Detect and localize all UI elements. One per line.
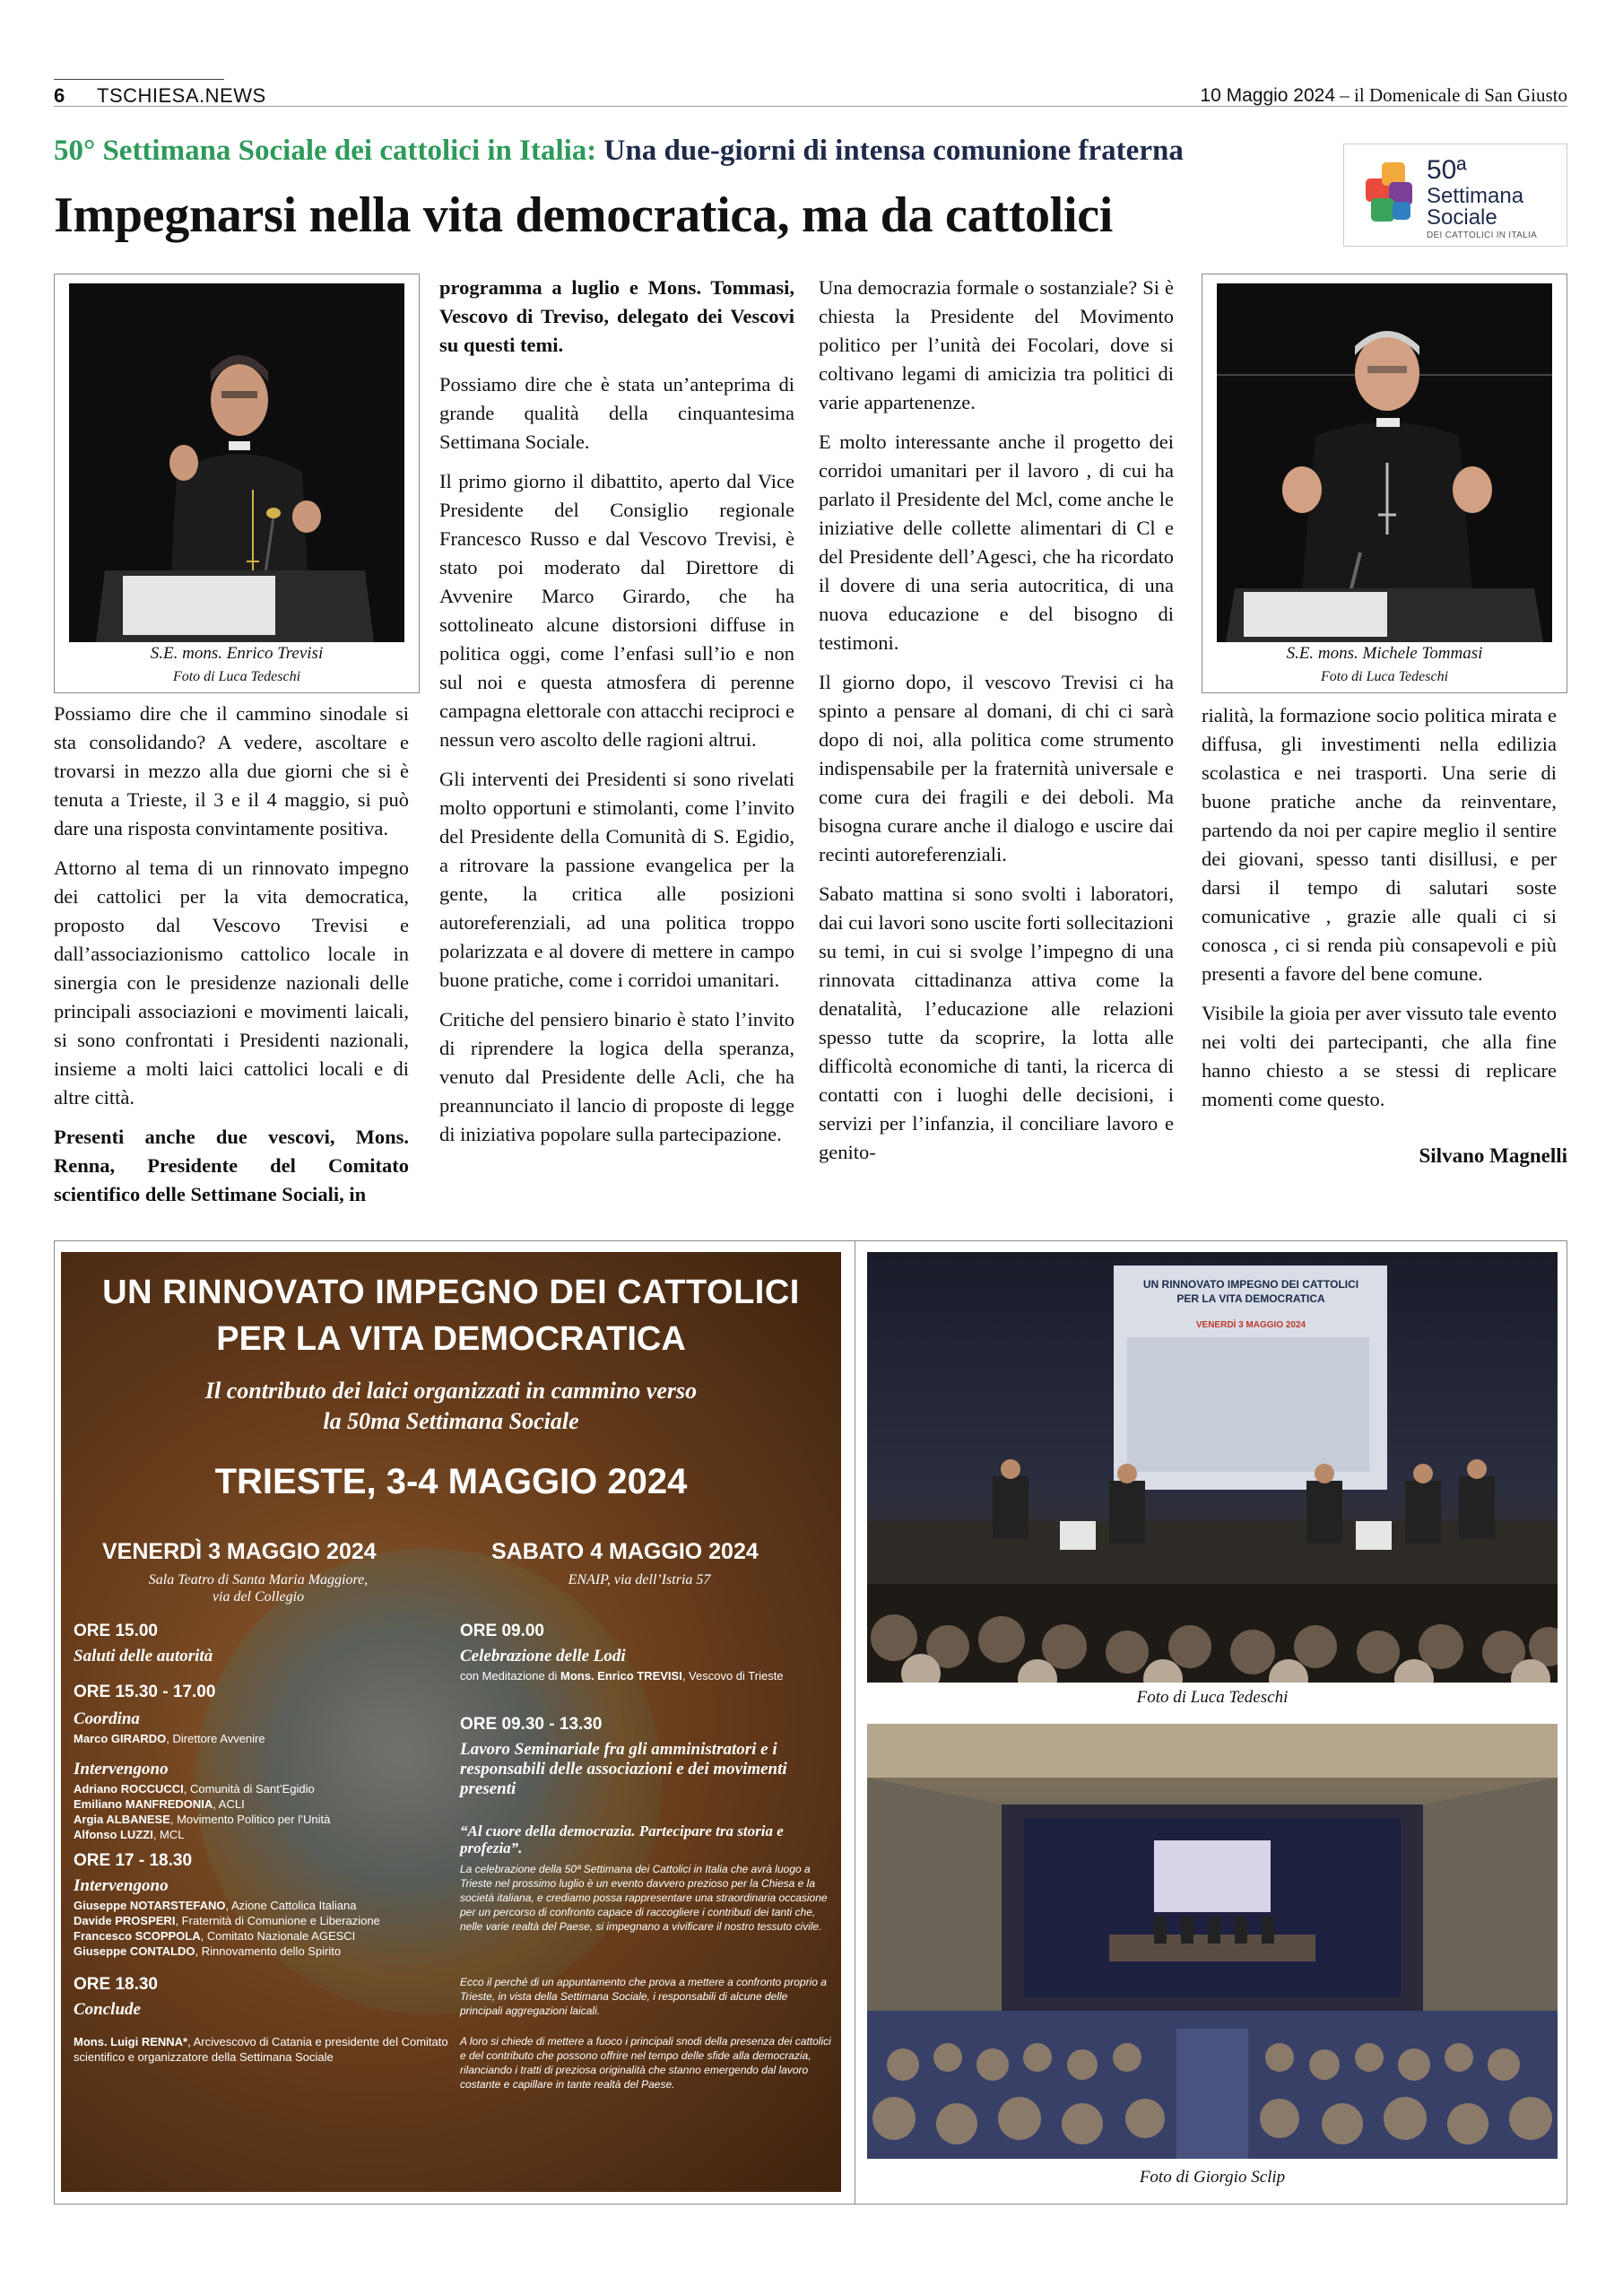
speaker-row — [74, 1898, 459, 1913]
poster-title-1: UN RINNOVATO IMPEGNO DEI CATTOLICI — [102, 1274, 800, 1311]
day1-venue-2: via del Collegio — [212, 1589, 305, 1605]
page-number: 6 — [54, 84, 65, 107]
day2-time-2: ORE 09.30 - 13.30 — [460, 1715, 603, 1734]
speaker-role: , Movimento Politico per l’Unità — [169, 1813, 331, 1826]
article-column-1 — [54, 700, 409, 1220]
kicker-subject: Una due-giorni di intensa comunione fraterna — [603, 135, 1184, 167]
col2-para-bold: programma a luglio e Mons. Tommasi, Vescovo di Treviso, delegato dei Vescovi su questi temi. — [439, 276, 794, 356]
speaker-name: Davide PROSPERI — [74, 1914, 176, 1927]
speaker-name: Emiliano MANFREDONIA — [74, 1797, 213, 1811]
col1-para-bold: Presenti anche due vescovi, Mons. Renna, Presidente del Comitato scientifico delle Settimane Sociali, in — [54, 1126, 409, 1205]
col2-para-3: Gli interventi dei Presidenti si sono rivelati molto opportuni e stimolanti, come l’invito del Presidente della Comunità di S. Egidio, a ritrovare la passione evangelica per la gente, la critica alle posizioni autoreferenziali, ad una politica troppo polarizzata e al dovere di mettere in campo buone pratiche, come i corridoi umanitari. — [439, 768, 794, 991]
poster-subtitle-2: la 50ma Settimana Sociale — [323, 1408, 579, 1434]
day1-venue — [97, 1571, 420, 1605]
date-text: 10 Maggio 2024 — [1200, 85, 1336, 106]
caption-tommasi: S.E. mons. Michele Tommasi — [1286, 644, 1483, 663]
article-kicker — [54, 135, 1184, 168]
col4-para-2: Visibile la gioia per aver vissuto tale evento nei volti dei partecipanti, che alla fine hanno chiesto a se stessi di replicare momenti come questo. — [1202, 1002, 1557, 1110]
conference-stage-image — [867, 1252, 1558, 1683]
header-top-rule — [54, 79, 224, 80]
photo-conference-stage — [867, 1252, 1558, 1683]
day2-quote-title: “Al cuore della democrazia. Partecipare tra storia e profezia”. — [460, 1822, 784, 1857]
header-rule — [54, 106, 1567, 107]
article-headline: Impegnarsi nella vita democratica, ma da cattolici — [54, 187, 1114, 243]
day1-conclusion — [74, 2034, 450, 2065]
credit-hall-1: Foto di Luca Tedeschi — [1136, 1688, 1289, 1707]
speaker-role: , Comunità di Sant’Egidio — [183, 1782, 315, 1796]
day1-coord-label: Coordina — [74, 1709, 140, 1728]
speaker-role: , ACLI — [213, 1797, 245, 1811]
poster-subtitle-1: Il contributo dei laici organizzati in cammino verso — [204, 1378, 698, 1404]
meditation-name: Mons. Enrico TREVISI — [560, 1669, 682, 1683]
day2-seminar: Lavoro Seminariale fra gli amministratori e i responsabili delle associazioni e dei movimenti presenti — [460, 1740, 787, 1798]
article-column-2 — [439, 274, 794, 1160]
article-column-4 — [1202, 701, 1557, 1125]
event-poster — [61, 1252, 841, 2192]
speaker-role: , MCL — [152, 1828, 185, 1841]
bishop-speaking-image — [69, 283, 404, 642]
logo-tile-blue — [1393, 202, 1410, 220]
speaker-row — [74, 1827, 432, 1842]
meditation-pre: con Meditazione di — [460, 1669, 561, 1683]
day1-time-3: ORE 17 - 18.30 — [74, 1851, 193, 1870]
col2-para-4: Critiche del pensiero binario è stato l’invito di riprendere la logica della speranza, venuto dal Presidente delle Acli, che ha preannunciato il lancio di proposte di legge di iniziativa popolare sulla partecipazione. — [439, 1008, 794, 1145]
col3-para-1: Una democrazia formale o sostanziale? Si è chiesta la Presidente del Movimento politico per l’unità dei Focolari, dove si coltivano legami di amicizia tra politici di varie appartenenze. — [819, 276, 1174, 413]
lower-section — [54, 1240, 1567, 2205]
photo-trevisi — [69, 283, 404, 642]
day1-venue-1: Sala Teatro di Santa Maria Maggiore, — [148, 1572, 369, 1587]
day1-time-1: ORE 15.00 — [74, 1622, 158, 1640]
screen-text-3: VENERDÌ 3 MAGGIO 2024 — [1195, 1320, 1306, 1330]
speaker-role: , Azione Cattolica Italiana — [225, 1899, 357, 1912]
col3-para-3: Il giorno dopo, il vescovo Trevisi ci ha spinto a pensare al domani, di chi ci sarà dopo di noi, alla politica come strumento indispensabile per la fraternità universale e come cura dei fragili e dei deboli. Ma bisogna curare anche il dialogo e uscire dai recinti autoreferenziali. — [819, 671, 1174, 865]
speaker-row — [74, 1913, 459, 1928]
logo-line3: DEI CATTOLICI IN ITALIA — [1427, 230, 1538, 240]
credit-tommasi: Foto di Luca Tedeschi — [1320, 669, 1449, 684]
col4-para-1: rialità, la formazione socio politica mirata e diffusa, gli investimenti nella edilizia scolastica e nei trasporti. Una serie di buone pratiche anche da reinventare, partendo da noi per capire meglio il sentire dei giovani, spesso tanti disillusi, e per darsi il tempo di salutari soste comunicative , grazie alle quali ci si conosca , ci si renda più consapevoli e più presenti a favore del bene comune. — [1202, 704, 1557, 985]
speaker-name: Giuseppe NOTARSTEFANO — [74, 1899, 226, 1912]
audience-hall-image — [867, 1724, 1558, 2159]
speaker-name: Alfonso LUZZI — [74, 1828, 153, 1841]
credit-hall-2: Foto di Giorgio Sclip — [1139, 2168, 1286, 2187]
concluder-name: Mons. Luigi RENNA* — [74, 2035, 188, 2048]
speaker-name: Argia ALBANESE — [74, 1813, 170, 1826]
speaker-row — [74, 1812, 432, 1827]
photo-frame-tommasi — [1202, 274, 1567, 693]
photo-tommasi — [1217, 283, 1552, 642]
day1-title: VENERDÌ 3 MAGGIO 2024 — [102, 1539, 377, 1564]
day1-greetings: Saluti delle autorità — [74, 1647, 213, 1665]
speaker-role: , Comitato Nazionale AGESCI — [200, 1929, 356, 1943]
day2-title: SABATO 4 MAGGIO 2024 — [491, 1539, 759, 1564]
author-signature: Silvano Magnelli — [1419, 1144, 1567, 1167]
speaker-row — [74, 1796, 432, 1812]
speaker-role: , Fraternità di Comunione e Liberazione — [175, 1914, 380, 1927]
coordinator-role: , Direttore Avvenire — [166, 1732, 265, 1745]
day2-venue: ENAIP, via dell’Istria 57 — [568, 1572, 711, 1587]
day2-para-3: A loro si chiede di mettere a fuoco i principali snodi della presenza dei cattolici e del contributo che possono offrire nel tempo delle sfide alla democrazia, rilanciando i tratti di preziosa originalità che stanno emergendo dal lavoro costante e capillare in tante realtà del Paese. — [460, 2035, 831, 2091]
day2-meditation — [460, 1668, 837, 1683]
day2-lodi: Celebrazione delle Lodi — [460, 1647, 626, 1665]
day1-time-4: ORE 18.30 — [74, 1975, 158, 1994]
day1-speakers-1 — [74, 1781, 432, 1842]
day1-interv-label: Intervengono — [74, 1760, 169, 1779]
meditation-post: , Vescovo di Trieste — [681, 1669, 784, 1683]
photo-audience-hall — [867, 1724, 1558, 2159]
col3-para-4: Sabato mattina si sono svolti i laboratori, dai cui lavori sono uscite forti sollecitazioni su temi, in cui si svolge l’impegno di una rinnovata cittadinanza attiva come la denatalità, l’educazione alle relazioni spesso tutte da scoprire, la lotta alle difficoltà economiche di tanti, la ricerca di contatti con i luoghi delle decisioni, i servizi per l’infanzia, il conciliare lavoro e genito- — [819, 883, 1174, 1163]
logo-line1: Settimana — [1427, 184, 1524, 208]
coordinator-name: Marco GIRARDO — [74, 1732, 167, 1745]
issue-date — [1200, 84, 1567, 107]
caption-trevisi: S.E. mons. Enrico Trevisi — [150, 644, 324, 663]
speaker-row — [74, 1928, 459, 1944]
day1-interv-label-2: Intervengono — [74, 1876, 169, 1895]
bishop-gesturing-image — [1217, 283, 1552, 642]
col1-para-1: Possiamo dire che il cammino sinodale si sta consolidando? A vedere, ascoltare e trovarsi in mezzo alla due giorni che si è tenuta a Trieste, il 3 e il 4 maggio, si può dare una risposta convintamente positiva. — [54, 702, 409, 839]
day2-para-2: Ecco il perché di un appuntamento che prova a mettere a confronto proprio a Trieste, in vista della Settimana Sociale, i responsabili di alcune delle principali aggregazioni laicali. — [460, 1976, 827, 2017]
screen-text-2: PER LA VITA DEMOCRATICA — [1176, 1292, 1325, 1305]
photo-frame-trevisi — [54, 274, 420, 693]
day1-coordinator — [74, 1731, 265, 1746]
credit-trevisi: Foto di Luca Tedeschi — [172, 669, 301, 684]
poster-title-2: PER LA VITA DEMOCRATICA — [216, 1320, 686, 1358]
screen-text-1: UN RINNOVATO IMPEGNO DEI CATTOLICI — [1142, 1278, 1359, 1291]
day1-conclude-label: Conclude — [74, 2000, 141, 2019]
speaker-role: , Rinnovamento dello Spirito — [195, 1944, 342, 1958]
speaker-row — [74, 1781, 432, 1796]
day2-para-1: La celebrazione della 50ª Settimana dei Cattolici in Italia che avrà luogo a Trieste nel prossimo luglio è un evento davvero prezioso per la Chiesa e la società italiana, e crediamo possa rappresentare una straordinaria occasione per un percorso di confronto capace di raccogliere i contributi dei tanti che, nelle varie realtà del Paese, si impegnano a vivificare il nostro tessuto civile. — [460, 1863, 828, 1933]
speaker-row — [74, 1944, 459, 1959]
logo-tile-green — [1371, 198, 1394, 222]
col2-para-2: Il primo giorno il dibattito, aperto dal Vice Presidente del Consiglio regionale Francesco Russo e dal Vescovo Trevisi, è stato poi moderato dal Direttore di Avvenire Marco Girardo, che ha sottolineato alcune distorsioni diffuse in politica oggi, come l’enfasi sull’io e non sul noi e questa atmosfera di perenne campagna elettorale con attacchi reciproci e nessun vero ascolto delle ragioni altrui. — [439, 470, 794, 751]
col2-para-1: Possiamo dire che è stata un’anteprima di grande qualità della cinquantesima Settimana Sociale. — [439, 373, 794, 453]
logo-line2: Sociale — [1427, 205, 1497, 230]
day2-time-1: ORE 09.00 — [460, 1622, 544, 1640]
poster-dates: TRIESTE, 3-4 MAGGIO 2024 — [214, 1462, 688, 1501]
speaker-name: Giuseppe CONTALDO — [74, 1944, 195, 1958]
day1-speakers-2 — [74, 1898, 459, 1959]
publication-name: – il Domenicale di San Giusto — [1340, 84, 1567, 106]
settimana-sociale-logo — [1343, 144, 1567, 247]
col1-para-2: Attorno al tema di un rinnovato impegno dei cattolici per la vita democratica, proposto dal Vescovo Trevisi e dall’associazionismo cattolico locale in sinergia con le presidenze nazionali delle principali associazioni e movimenti laicali, si sono confrontati i Presidenti nazionali, insieme a molti laici cattolici locali e di altre città. — [54, 857, 409, 1109]
day1-time-2: ORE 15.30 - 17.00 — [74, 1683, 216, 1701]
logo-tiles-icon — [1362, 162, 1416, 225]
site-name[interactable]: TSCHIESA.NEWS — [97, 84, 266, 107]
concluder-role: , Arcivescovo di Catania e presidente del Comitato scientifico e organizzatore della Settimana Sociale — [74, 2035, 448, 2064]
speaker-name: Adriano ROCCUCCI — [74, 1782, 184, 1796]
speaker-name: Francesco SCOPPOLA — [74, 1929, 201, 1943]
article-column-3 — [819, 274, 1174, 1178]
col3-para-2: E molto interessante anche il progetto dei corridoi umanitari per il lavoro , di cui ha parlato il Presidente del Mcl, come anche le iniziative delle collette alimentari di Cl e del Presidente dell’Agesci, che ha ricordato il dovere di una seria autocritica, di una nuova educazione e del bisogno di testimoni. — [819, 430, 1174, 654]
kicker-event: 50° Settimana Sociale dei cattolici in Italia: — [54, 135, 597, 167]
logo-number: 50ª — [1427, 155, 1467, 185]
